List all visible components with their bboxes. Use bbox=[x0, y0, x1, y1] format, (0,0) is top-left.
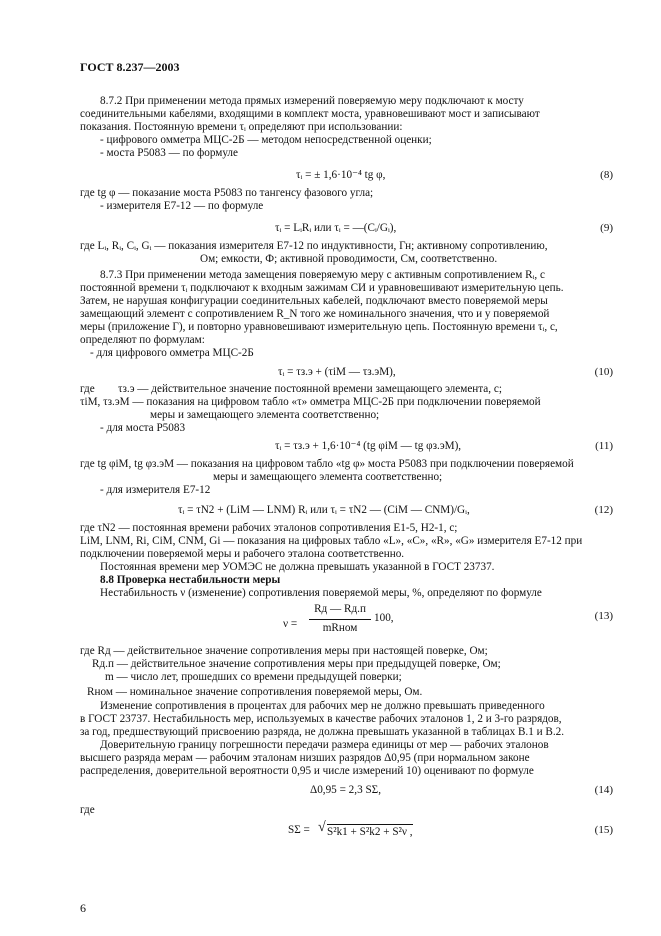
fraction-bar bbox=[309, 619, 371, 620]
equation-13-lhs: ν = bbox=[283, 618, 298, 630]
text-line: меры и замещающего элемента соответственно; bbox=[150, 409, 380, 421]
equation-number: (14) bbox=[594, 784, 613, 796]
text-line: где bbox=[80, 383, 95, 395]
text-line: - для измерителя Е7-12 bbox=[100, 484, 211, 496]
text-line: определяют по формулам: bbox=[80, 334, 205, 346]
radical-sign: √ bbox=[318, 820, 326, 835]
text-line: где τN2 — постоянная времени рабочих эталонов сопротивления Е1-5, Н2-1, с; bbox=[80, 522, 458, 534]
equation-number: (13) bbox=[594, 610, 613, 622]
text-line: где Rд — действительное значение сопротивления меры при настоящей поверке, Ом; bbox=[80, 645, 488, 657]
text-line: 8.7.3 При применении метода замещения поверяемую меру с активным сопротивлением Rᵢ, с bbox=[100, 269, 545, 281]
equation-9: τᵢ = LᵢRᵢ или τᵢ = —(Cᵢ/Gᵢ), bbox=[275, 222, 397, 234]
text-line: m — число лет, прошедших со времени предыдущей поверки; bbox=[105, 671, 402, 683]
equation-8: τᵢ = ± 1,6·10⁻⁴ tg φ, bbox=[296, 169, 386, 181]
text-line: где tg φiM, tg φз.эM — показания на цифровом табло «tg φ» моста Р5083 при подключении поверяемой bbox=[80, 458, 574, 470]
equation-15-lhs: SΣ = bbox=[288, 824, 310, 836]
text-line: Изменение сопротивления в процентах для рабочих мер не должно превышать приведенного bbox=[100, 700, 545, 712]
text-line: меры (приложение Г), и повторно уравновешивают измерительную цепь. Постоянную времени τᵢ, с, bbox=[80, 321, 558, 333]
text-line: меры и замещающего элемента соответственно; bbox=[213, 471, 443, 483]
text-line: где bbox=[80, 804, 95, 816]
equation-number: (12) bbox=[594, 504, 613, 516]
equation-13-denominator: mRном bbox=[322, 622, 358, 634]
text-line: Затем, не нарушая конфигурации соединительных кабелей, подключают вместо поверяемой меры bbox=[80, 295, 548, 307]
text-line: высшего разряда мерам — рабочим эталонам низших разрядов Δ0,95 (при нормальном законе bbox=[80, 752, 530, 764]
text-line: постоянной времени τᵢ подключают к входным зажимам СИ и уравновешивают измерительную цепь. bbox=[80, 282, 564, 294]
text-line: - для цифрового омметра МЦС-2Б bbox=[90, 347, 254, 359]
equation-13-numerator: Rд — Rд.п bbox=[314, 603, 366, 615]
equation-12: τᵢ = τN2 + (LiM — LNM) Rᵢ или τᵢ = τN2 — (CiM — CNM)/Gᵢ, bbox=[178, 504, 470, 516]
text-line: где tg φ — показание моста Р5083 по тангенсу фазового угла; bbox=[80, 187, 374, 199]
equation-10: τᵢ = τз.э + (τiM — τз.эM), bbox=[278, 366, 396, 378]
page-number: 6 bbox=[80, 901, 86, 915]
text-line: Rд.п — действительное значение сопротивления меры при предыдущей поверке, Ом; bbox=[92, 658, 501, 670]
text-line: - измерителя Е7-12 — по формуле bbox=[100, 200, 264, 212]
text-line: замещающий элемент с сопротивлением R_N того же номинального значения, что и у поверяемой bbox=[80, 308, 550, 320]
text-line: - моста Р5083 — по формуле bbox=[100, 147, 238, 159]
text-line: - для моста Р5083 bbox=[100, 422, 186, 434]
text-line: Rном — номинальное значение сопротивления поверяемой меры, Ом. bbox=[87, 686, 423, 698]
equation-15-body: S²k1 + S²k2 + S²ν , bbox=[327, 826, 413, 838]
equation-13-tail: 100, bbox=[374, 612, 394, 624]
text-line: 8.7.2 При применении метода прямых измерений поверяемую меру подключают к мосту bbox=[100, 95, 524, 107]
text-line: τiM, τз.эM — показания на цифровом табло «τ» омметра МЦС-2Б при подключении поверяемой bbox=[80, 396, 541, 408]
equation-11: τᵢ = τз.э + 1,6·10⁻⁴ (tg φiM — tg φз.эM), bbox=[275, 440, 462, 452]
text-line: где Lᵢ, Rᵢ, Cᵢ, Gᵢ — показания измерителя Е7-12 по индуктивности, Гн; активному сопротивлению, bbox=[80, 240, 548, 252]
text-line: распределения, доверительной вероятности 0,95 и числе измерений 10) оценивают по формуле bbox=[80, 765, 534, 777]
equation-number: (11) bbox=[595, 440, 613, 452]
text-line: соединительными кабелями, входящими в комплект моста, уравновешивают мост и записывают bbox=[80, 108, 540, 120]
text-line: τз.э — действительное значение постоянной времени замещающего элемента, с; bbox=[118, 383, 502, 395]
text-line: показания. Постоянную времени τᵢ определяют при использовании: bbox=[80, 121, 403, 133]
text-line: LiM, LNM, Ri, CiM, CNM, Gi — показания на цифровых табло «L», «C», «R», «G» измерителя Е7-12 при bbox=[80, 535, 583, 547]
equation-number: (8) bbox=[600, 169, 613, 181]
document-header: ГОСТ 8.237—2003 bbox=[80, 60, 180, 74]
text-line: подключении поверяемой меры и рабочего эталона соответственно. bbox=[80, 548, 405, 560]
text-line: - цифрового омметра МЦС-2Б — методом непосредственной оценки; bbox=[100, 134, 432, 146]
text-line: Постоянная времени мер УОМЭС не должна превышать указанной в ГОСТ 23737. bbox=[100, 561, 495, 573]
text-line: Нестабильность ν (изменение) сопротивления поверяемой меры, %, определяют по формуле bbox=[100, 587, 542, 599]
text-line: за год, предшествующий присвоению разряда, не должна превышать указанной в таблицах В.1 и В.2. bbox=[80, 726, 565, 738]
text-line: в ГОСТ 23737. Нестабильность мер, используемых в качестве рабочих эталонов 1, 2 и 3-го разрядов, bbox=[80, 713, 562, 725]
equation-number: (9) bbox=[600, 222, 613, 234]
text-line: Ом; емкости, Ф; активной проводимости, См, соответственно. bbox=[200, 253, 498, 265]
section-heading: 8.8 Проверка нестабильности меры bbox=[100, 574, 281, 586]
text-line: Доверительную границу погрешности передачи размера единицы от мер — рабочих эталонов bbox=[100, 739, 549, 751]
equation-number: (15) bbox=[594, 824, 613, 836]
equation-number: (10) bbox=[594, 366, 613, 378]
equation-14: Δ0,95 = 2,3 SΣ, bbox=[310, 784, 381, 796]
